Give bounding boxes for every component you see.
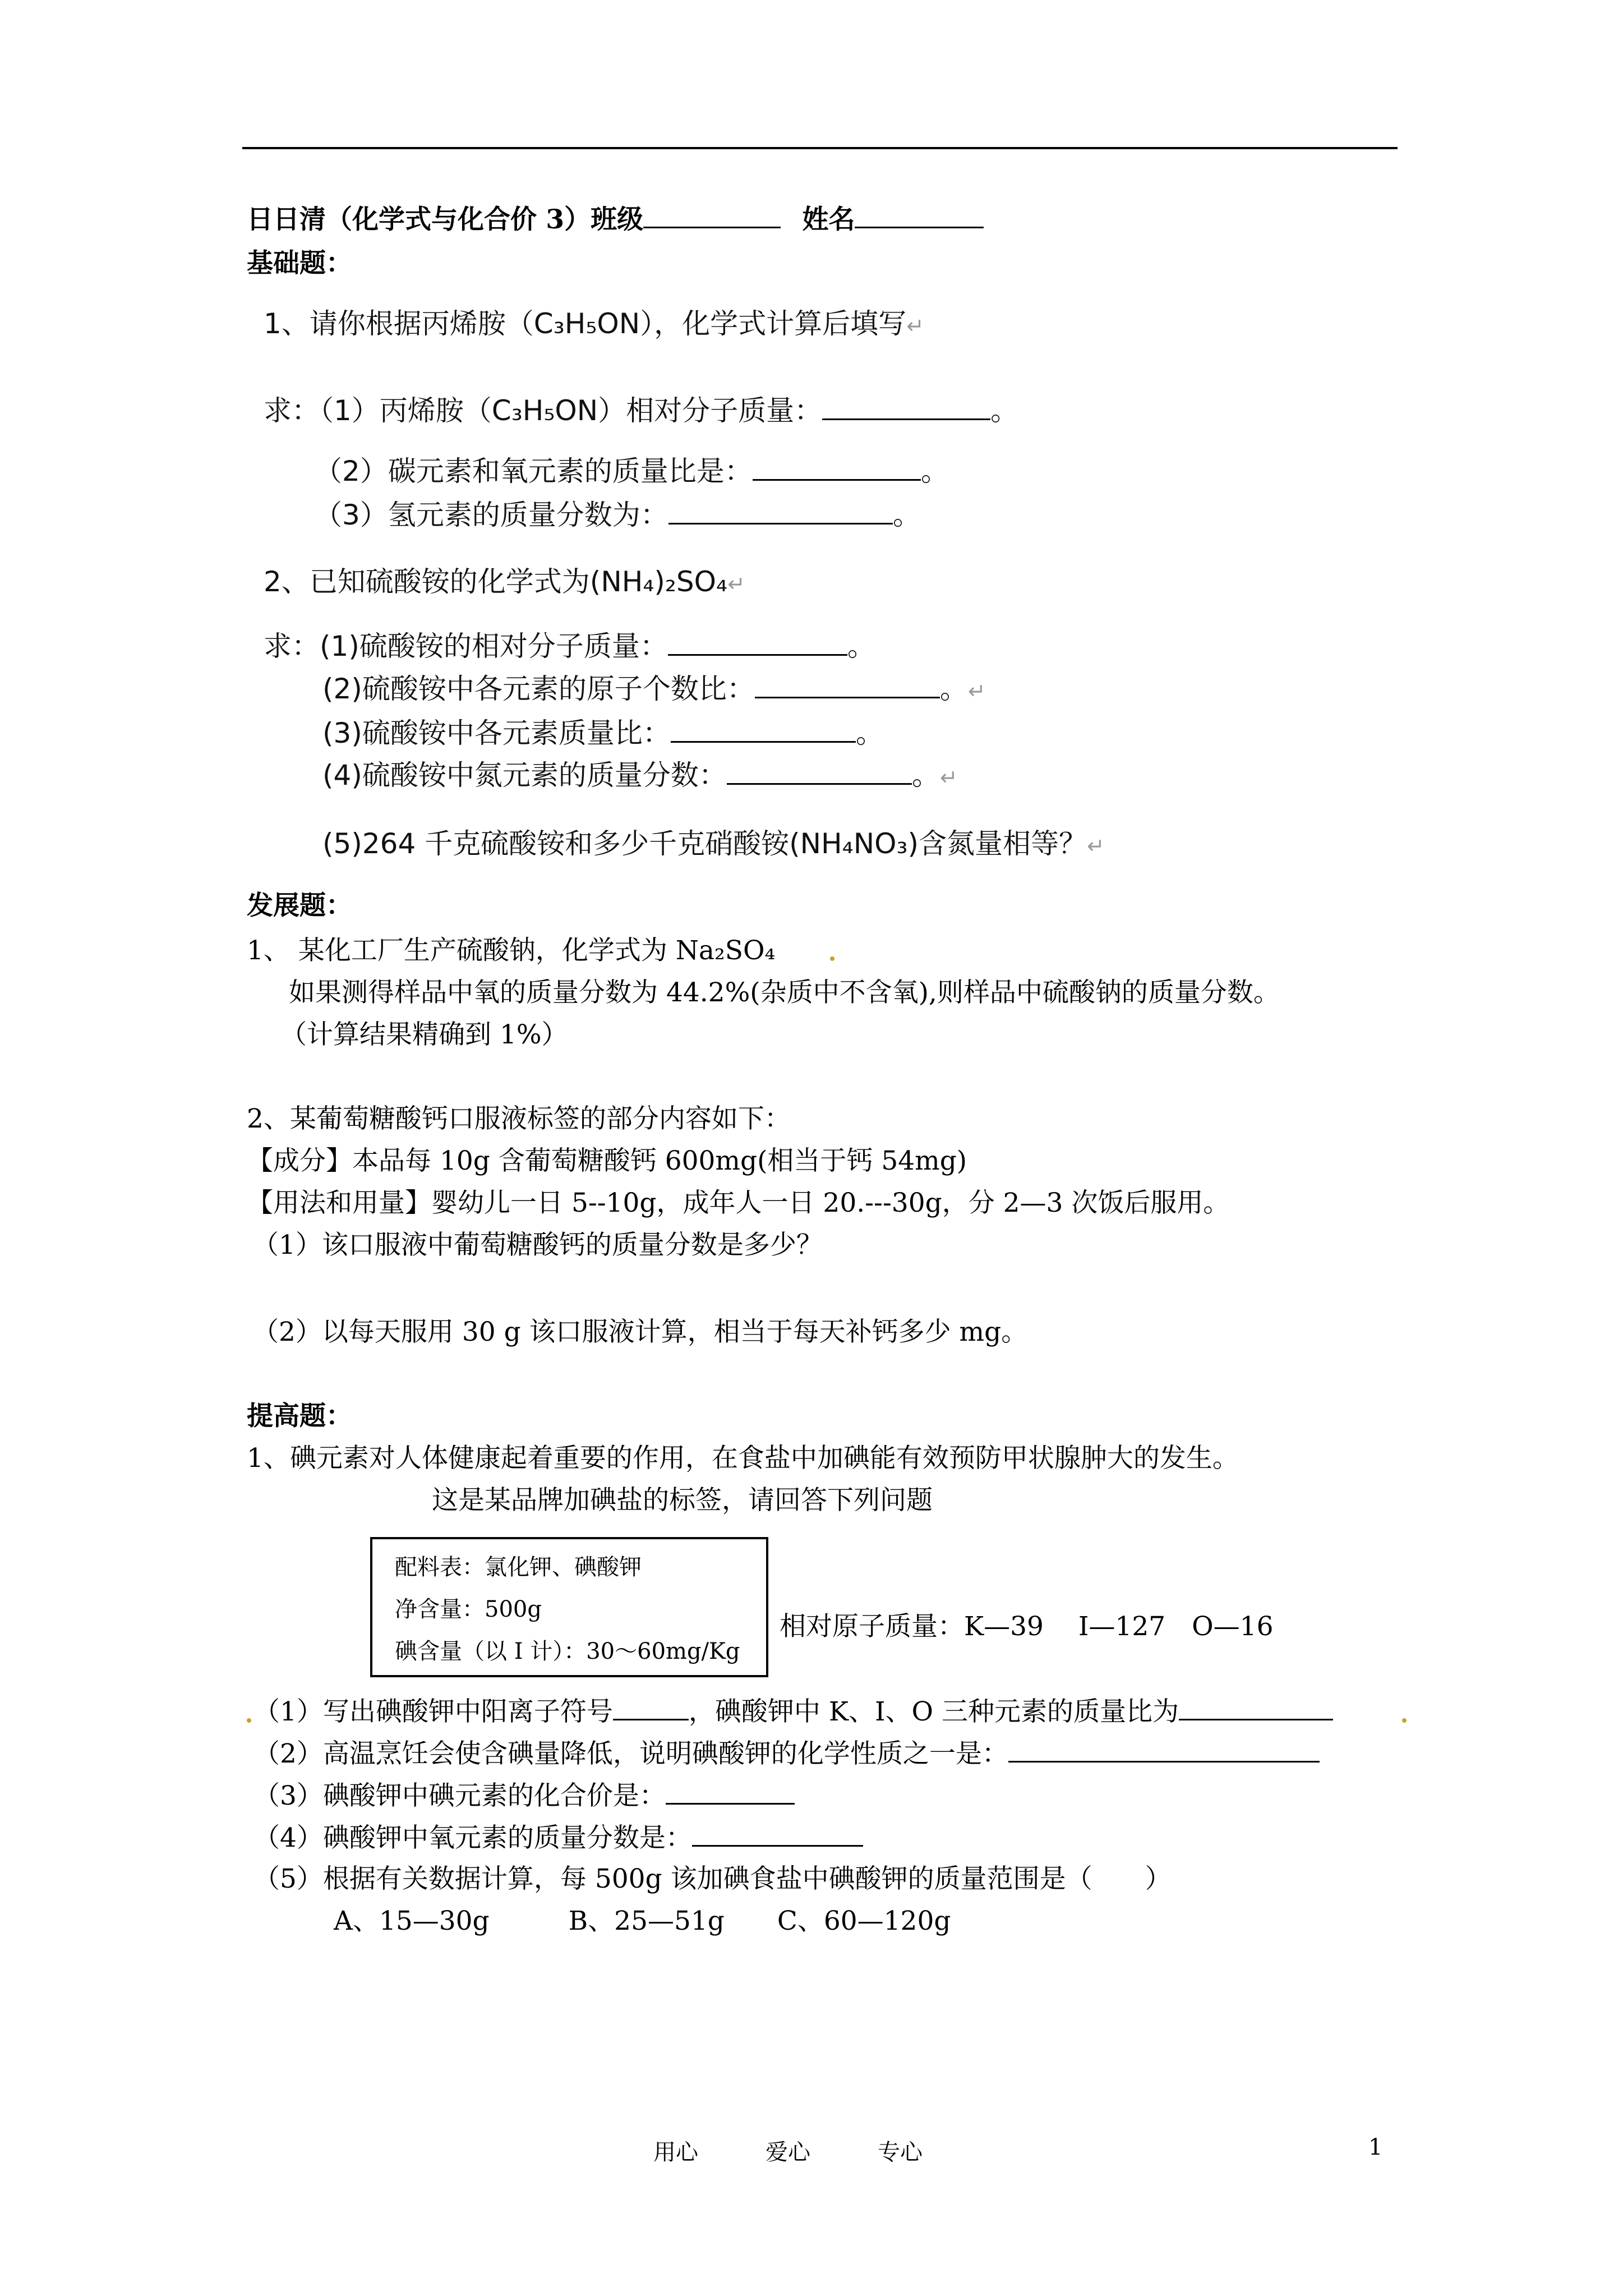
improve-sub2 xyxy=(253,1736,1320,1771)
period: 。 xyxy=(847,630,875,662)
atomic-mass-note: 相对原子质量：K—39 I—127 O—16 xyxy=(780,1611,1274,1642)
develop-q2-line3: 【用法和用量】婴幼儿一日 5--10g，成年人一日 20.---30g，分 2—3 次饭后服用。 xyxy=(247,1188,1230,1218)
name-label: 姓名 xyxy=(802,204,855,235)
stray-dot xyxy=(247,1718,251,1723)
basic-q2-intro xyxy=(264,564,745,602)
label-ingredients: 配料表：氯化钾、碘酸钾 xyxy=(395,1554,642,1580)
return-mark: ↵ xyxy=(1087,834,1105,858)
develop-q1-line2: 如果测得样品中氧的质量分数为 44.2%(杂质中不含氧),则样品中硫酸钠的质量分数。 xyxy=(289,977,1280,1008)
basic-q2-1-text: 求：(1)硫酸铵的相对分子质量： xyxy=(264,630,668,662)
develop-q2-line1: 2、某葡萄糖酸钙口服液标签的部分内容如下： xyxy=(247,1103,791,1134)
footer-slogan-1: 用心 xyxy=(653,2139,698,2165)
title-text: 日日清（化学式与化合价 3）班级 xyxy=(247,204,644,235)
basic-q1-2 xyxy=(314,453,949,489)
improve-q1-line1: 1、碘元素对人体健康起着重要的作用，在食盐中加碘能有效预防甲状腺肿大的发生。 xyxy=(247,1443,1239,1474)
answer-blank[interactable] xyxy=(671,716,856,743)
stray-dot xyxy=(830,956,834,961)
develop-q2-line2: 【成分】本品每 10g 含葡萄糖酸钙 600mg(相当于钙 54mg) xyxy=(247,1145,967,1176)
develop-q2-sub1: （1）该口服液中葡萄糖酸钙的质量分数是多少？ xyxy=(252,1230,823,1260)
page-number: 1 xyxy=(1368,2134,1383,2160)
answer-blank[interactable] xyxy=(727,758,912,785)
improve-sub4 xyxy=(253,1820,863,1855)
basic-q2-3-text: (3)硫酸铵中各元素质量比： xyxy=(322,717,671,749)
improve-sub4-text: （4）碘酸钾中氧元素的质量分数是： xyxy=(253,1823,692,1853)
section-improve: 提高题： xyxy=(247,1401,352,1432)
answer-blank[interactable] xyxy=(822,394,990,420)
basic-q1-intro-text: 1、请你根据丙烯胺（C₃H₅ON），化学式计算后填写 xyxy=(264,307,907,340)
answer-blank[interactable] xyxy=(1008,1736,1320,1763)
salt-label-box xyxy=(370,1537,768,1677)
period: 。 xyxy=(911,759,940,792)
cation-blank[interactable] xyxy=(613,1694,689,1720)
name-blank[interactable] xyxy=(855,202,984,228)
improve-sub3 xyxy=(253,1778,795,1813)
stray-dot xyxy=(1402,1718,1407,1723)
basic-q2-4-text: (4)硫酸铵中氮元素的质量分数： xyxy=(322,759,727,792)
develop-q2-sub2: （2）以每天服用 30 g 该口服液计算，相当于每天补钙多少 mg。 xyxy=(252,1317,1028,1347)
worksheet-title xyxy=(247,202,984,237)
section-develop: 发展题： xyxy=(247,890,352,921)
basic-q2-3 xyxy=(322,715,884,751)
basic-q1-1 xyxy=(264,393,1018,429)
basic-q1-2-text: （2）碳元素和氧元素的质量比是： xyxy=(314,455,753,487)
return-mark: ↵ xyxy=(727,572,745,596)
basic-q1-intro xyxy=(264,306,924,344)
period: 。 xyxy=(920,455,949,487)
answer-blank[interactable] xyxy=(666,1778,795,1805)
basic-q2-2-text: (2)硫酸铵中各元素的原子个数比： xyxy=(322,673,755,705)
top-rule xyxy=(242,147,1398,149)
answer-blank[interactable] xyxy=(668,629,847,656)
class-blank[interactable] xyxy=(643,202,781,228)
answer-blank[interactable] xyxy=(692,1820,863,1847)
improve-options: A、15—30g B、25—51g C、60—120g xyxy=(334,1906,951,1936)
improve-sub3-text: （3）碘酸钾中碘元素的化合价是： xyxy=(253,1780,666,1811)
return-mark: ↵ xyxy=(967,679,986,703)
answer-blank[interactable] xyxy=(668,498,893,524)
period: 。 xyxy=(892,499,921,531)
improve-sub1-text-a: （1）写出碘酸钾中阳离子符号 xyxy=(253,1696,613,1727)
answer-blank[interactable] xyxy=(753,454,921,481)
basic-q2-1 xyxy=(264,628,875,664)
footer-slogan-2: 爱心 xyxy=(766,2139,810,2165)
basic-q1-1-text: 求：（1）丙烯胺（C₃H₅ON）相对分子质量： xyxy=(264,394,823,427)
develop-q1-line1: 1、 某化工厂生产硫酸钠，化学式为 Na₂SO₄ xyxy=(247,935,776,966)
return-mark: ↵ xyxy=(939,765,958,790)
label-net-content: 净含量：500g xyxy=(395,1596,542,1622)
basic-q2-2 xyxy=(322,671,986,709)
improve-sub5: （5）根据有关数据计算，每 500g 该加碘食盐中碘酸钾的质量范围是（ ） xyxy=(253,1864,1172,1894)
section-basic: 基础题： xyxy=(247,248,352,279)
basic-q2-4 xyxy=(322,757,958,795)
answer-blank[interactable] xyxy=(755,672,940,698)
basic-q1-3 xyxy=(314,497,921,533)
period: 。 xyxy=(939,673,968,705)
footer-slogan-3: 专心 xyxy=(878,2139,923,2165)
period: 。 xyxy=(990,394,1019,427)
improve-sub1 xyxy=(253,1694,1333,1729)
basic-q2-5 xyxy=(322,826,1105,864)
basic-q2-intro-text: 2、已知硫酸铵的化学式为(NH₄)₂SO₄ xyxy=(264,565,728,598)
basic-q2-5-text: (5)264 千克硫酸铵和多少千克硝酸铵(NH₄NO₃)含氮量相等？ xyxy=(322,827,1087,860)
improve-sub1-text-b: ，碘酸钾中 K、I、O 三种元素的质量比为 xyxy=(688,1696,1179,1727)
basic-q1-3-text: （3）氢元素的质量分数为： xyxy=(314,499,668,531)
mass-ratio-blank[interactable] xyxy=(1179,1694,1333,1720)
period: 。 xyxy=(855,717,884,749)
return-mark: ↵ xyxy=(906,314,925,338)
improve-q1-line2: 这是某品牌加碘盐的标签，请回答下列问题 xyxy=(432,1485,933,1516)
develop-q1-line3: （计算结果精确到 1%） xyxy=(280,1019,568,1050)
improve-sub2-text: （2）高温烹饪会使含碘量降低，说明碘酸钾的化学性质之一是： xyxy=(253,1738,1008,1769)
label-iodine-content: 碘含量（以 I 计）：30～60mg/Kg xyxy=(395,1639,740,1664)
